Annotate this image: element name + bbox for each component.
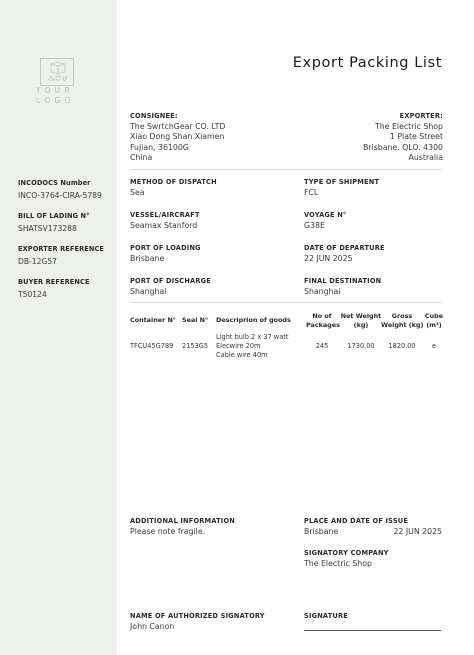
date-of-departure-value: 22 JUN 2025 (304, 254, 353, 263)
type-of-shipment-value: FCL (304, 188, 319, 197)
col-description-header: Descriprion of goods (216, 316, 291, 324)
date-of-departure-field (304, 244, 385, 264)
consignee-line: The SwrtchGear CO. LTD (130, 122, 226, 131)
port-of-discharge-field (130, 277, 211, 297)
voyage-no-value: G38E (304, 221, 325, 230)
col-gross-weight-header-line: Gross (391, 312, 413, 320)
port-of-discharge-label: PORT OF DISCHARGE (130, 277, 211, 285)
cell-net-weight: 1730.00 (347, 342, 375, 350)
col-packages-header (306, 312, 338, 330)
col-net-weight-header-line: Net Weight (340, 312, 382, 320)
vessel-aircraft-label: VESSEL/AIRCRAFT (130, 211, 200, 219)
exporter-reference-field (18, 245, 104, 266)
consignee-line: China (130, 152, 153, 162)
consignee-label: CONSIGNEE: (130, 112, 178, 120)
cell-packages: 245 (315, 342, 329, 350)
buyer-reference-value: T50124 (18, 290, 47, 299)
cell-cube: e (431, 342, 437, 350)
document-title: Export Packing List (292, 55, 442, 71)
incodocs-label: INCODOCS Number (18, 179, 91, 187)
exporter-label: EXPORTER: (399, 112, 443, 120)
consignee-block (130, 112, 225, 163)
final-destination-label: FINAL DESTINATION (304, 277, 382, 285)
cell-seal: 2153G5 (182, 342, 209, 350)
signatory-company-field (304, 549, 389, 569)
bill-of-lading-field (18, 212, 90, 233)
company-logo (36, 56, 86, 112)
additional-information-label: ADDITIONAL INFORMATION (130, 517, 235, 525)
place-of-issue-value: Brisbane (304, 527, 339, 536)
exporter-line: Brisbane. QLO. 4300 (362, 142, 443, 152)
description-line: Light bulb 2 x 37 watt (216, 333, 289, 341)
place-and-date-label: PLACE AND DATE OF ISSUE (304, 517, 409, 525)
date-of-departure-label: DATE OF DEPARTURE (304, 244, 385, 252)
type-of-shipment-label: TYPE OF SHIPMENT (304, 178, 380, 186)
col-cube-header-line: (m³) (426, 321, 442, 329)
date-of-issue-value: 22 JUN 2025 (393, 527, 442, 536)
divider (130, 302, 441, 303)
method-of-dispatch-label: METHOD OF DISPATCH (130, 178, 217, 186)
buyer-reference-label: BUYER REFERENCE (18, 278, 90, 286)
signatory-company-label: SIGNATORY COMPANY (304, 549, 389, 557)
logo-text: YOUR LOGO (36, 86, 75, 105)
col-packages-header-line: No of (312, 312, 332, 320)
vessel-aircraft-field (130, 211, 200, 231)
port-of-discharge-value: Shanghai (130, 287, 167, 296)
col-cube-header (424, 312, 444, 330)
exporter-line: The Electric Shop (375, 122, 443, 131)
col-packages-header-line: Packages (306, 321, 340, 329)
exporter-line: 1 Plate Street (389, 132, 443, 142)
port-of-loading-label: PORT OF LOADING (130, 244, 201, 252)
additional-information-field (130, 517, 235, 537)
authorized-signatory-value: John Canon (130, 622, 175, 631)
exporter-reference-value: DB-12G57 (18, 257, 58, 266)
place-and-date-field (304, 517, 442, 537)
signature-field (304, 612, 348, 620)
voyage-no-label: VOYAGE N° (304, 211, 347, 219)
buyer-reference-field (18, 278, 90, 299)
description-line: Elecwire 20m (216, 341, 261, 350)
consignee-line: Fujian, 36100G (130, 142, 189, 152)
signatory-company-value: The Electric Shop (304, 559, 372, 568)
col-gross-weight-header (381, 312, 423, 330)
exporter-block (363, 112, 443, 163)
port-of-loading-field (130, 244, 201, 264)
consignee-line: Xiao Dong Shan Xiamen (130, 132, 225, 142)
cell-gross-weight: 1820.00 (388, 342, 416, 350)
col-gross-weight-header-line: Weight (kg) (381, 321, 424, 329)
method-of-dispatch-value: Sea (130, 188, 145, 197)
voyage-no-field (304, 211, 346, 231)
vessel-aircraft-value: Seamax Stanford (130, 221, 198, 230)
port-of-loading-value: Brisbane (130, 254, 165, 263)
incodocs-field (18, 179, 102, 200)
logo-box-icon (40, 58, 74, 86)
authorized-signatory-field (130, 612, 265, 632)
place-and-date-row (304, 527, 442, 537)
method-of-dispatch-field (130, 178, 217, 198)
cell-description (216, 333, 288, 359)
exporter-reference-label: EXPORTER REFERENCE (18, 245, 105, 253)
bill-of-lading-value: SHATSV173288 (18, 224, 77, 233)
signature-line[interactable] (304, 630, 441, 631)
bill-of-lading-label: BILL OF LADING N° (18, 212, 90, 220)
signature-label: SIGNATURE (304, 612, 348, 620)
final-destination-field (304, 277, 381, 297)
type-of-shipment-field (304, 178, 379, 198)
col-net-weight-header-line: (kg) (353, 321, 369, 329)
incodocs-value: INCO-3764-CIRA-5789 (18, 191, 102, 200)
col-container-header: Container N° (130, 316, 176, 324)
description-line: Cable wire 40m (216, 350, 268, 359)
col-net-weight-header (340, 312, 382, 330)
col-seal-header: Seal N° (182, 316, 209, 324)
divider (130, 169, 441, 170)
exporter-line: Australia (408, 152, 443, 162)
cell-container: TFCU45G789 (130, 342, 174, 350)
col-cube-header-line: Cube (424, 312, 444, 320)
final-destination-value: Shanghai (304, 287, 341, 296)
authorized-signatory-label: NAME OF AUTHORIZED SIGNATORY (130, 612, 265, 620)
additional-information-value: Please note fragile. (130, 527, 206, 536)
